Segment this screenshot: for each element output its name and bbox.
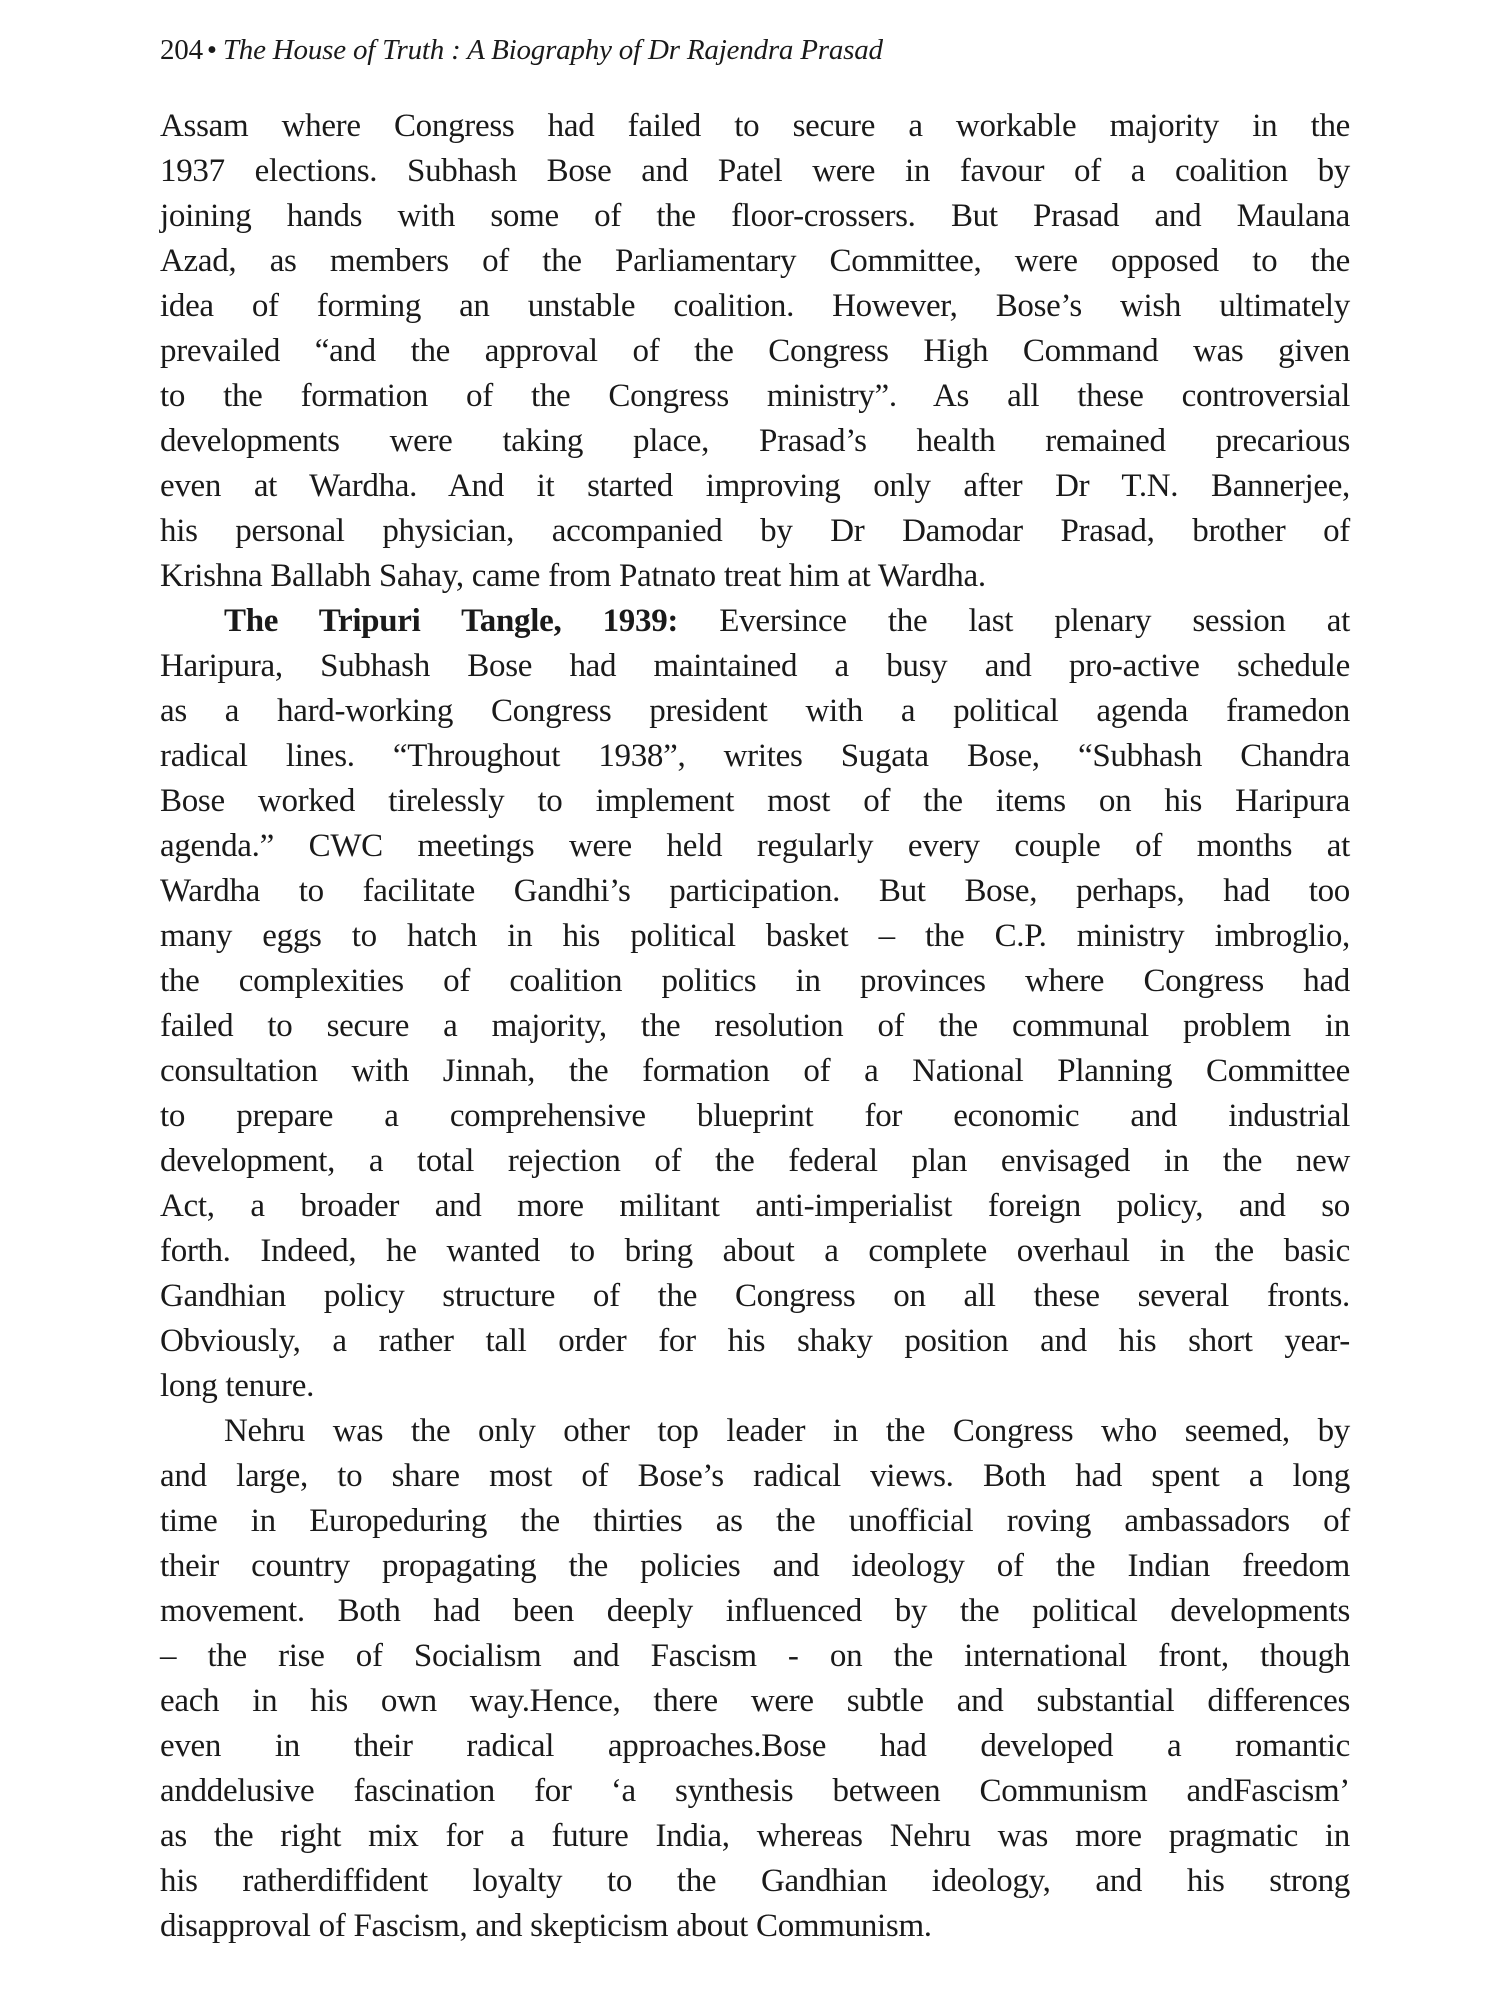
text-line-with-heading [160, 599, 1350, 644]
text-line: Nehru was the only other top leader in the Congress who seemed, by [224, 1413, 1350, 1449]
text-line: agenda.” CWC meetings were held regularly every couple of months at [160, 828, 1350, 864]
text-line: Obviously, a rather tall order for his shaky position and his short year- [160, 1323, 1350, 1359]
text-line: each in his own way.Hence, there were subtle and substantial differences [160, 1683, 1350, 1719]
text-line: radical lines. “Throughout 1938”, writes Sugata Bose, “Subhash Chandra [160, 738, 1350, 774]
text-line: Wardha to facilitate Gandhi’s participation. But Bose, perhaps, had too [160, 873, 1350, 909]
text-line: forth. Indeed, he wanted to bring about a complete overhaul in the basic [160, 1233, 1350, 1269]
text-line: time in Europeduring the thirties as the unofficial roving ambassadors of [160, 1503, 1350, 1539]
text-line: consultation with Jinnah, the formation of a National Planning Committee [160, 1053, 1350, 1089]
text-line: Bose worked tirelessly to implement most of the items on his Haripura [160, 783, 1350, 819]
paragraph-tripuri-tangle [160, 599, 1350, 1409]
text-line: the complexities of coalition politics in provinces where Congress had [160, 963, 1350, 999]
paragraph-nehru [160, 1409, 1350, 1949]
text-line: development, a total rejection of the federal plan envisaged in the new [160, 1143, 1350, 1179]
text-line: as the right mix for a future India, whereas Nehru was more pragmatic in [160, 1818, 1350, 1854]
text-line: anddelusive fascination for ‘a synthesis between Communism andFascism’ [160, 1773, 1350, 1809]
text-line: developments were taking place, Prasad’s health remained precarious [160, 423, 1350, 459]
bullet-separator: • [206, 34, 217, 66]
text-line: disapproval of Fascism, and skepticism about Communism. [160, 1908, 932, 1944]
text-line: his ratherdiffident loyalty to the Gandhian ideology, and his strong [160, 1863, 1350, 1899]
text-line: as a hard-working Congress president with a political agenda framedon [160, 693, 1350, 729]
paragraph-continuation [160, 104, 1350, 599]
text-line: movement. Both had been deeply influenced by the political developments [160, 1593, 1350, 1629]
text-line: Assam where Congress had failed to secure a workable majority in the [160, 108, 1350, 144]
text-line: – the rise of Socialism and Fascism - on the international front, though [160, 1638, 1350, 1674]
body-text [160, 104, 1350, 1949]
text-line: to the formation of the Congress ministry”. As all these controversial [160, 378, 1350, 414]
text-line: Azad, as members of the Parliamentary Committee, were opposed to the [160, 243, 1350, 279]
book-page [160, 30, 1350, 1949]
text-line: even in their radical approaches.Bose had developed a romantic [160, 1728, 1350, 1764]
text-line: Haripura, Subhash Bose had maintained a busy and pro-active schedule [160, 648, 1350, 684]
text-line: joining hands with some of the floor-crossers. But Prasad and Maulana [160, 198, 1350, 234]
text-line: prevailed “and the approval of the Congress High Command was given [160, 333, 1350, 369]
book-title: The House of Truth : A Biography of Dr Rajendra Prasad [222, 34, 883, 66]
text-line: to prepare a comprehensive blueprint for economic and industrial [160, 1098, 1350, 1134]
text-line: Act, a broader and more militant anti-imperialist foreign policy, and so [160, 1188, 1350, 1224]
text-line: even at Wardha. And it started improving only after Dr T.N. Bannerjee, [160, 468, 1350, 504]
text-line: and large, to share most of Bose’s radical views. Both had spent a long [160, 1458, 1350, 1494]
text-line: failed to secure a majority, the resolution of the communal problem in [160, 1008, 1350, 1044]
text-line-rest: Eversince the last plenary session at [678, 603, 1351, 639]
text-line: Gandhian policy structure of the Congress on all these several fronts. [160, 1278, 1350, 1314]
running-head [160, 30, 1350, 70]
text-line: idea of forming an unstable coalition. However, Bose’s wish ultimately [160, 288, 1350, 324]
text-line: their country propagating the policies and ideology of the Indian freedom [160, 1548, 1350, 1584]
text-line: long tenure. [160, 1368, 315, 1404]
text-line: many eggs to hatch in his political basket – the C.P. ministry imbroglio, [160, 918, 1350, 954]
page-number: 204 [160, 34, 203, 66]
text-line: Krishna Ballabh Sahay, came from Patnato treat him at Wardha. [160, 558, 986, 594]
section-run-in-heading: The Tripuri Tangle, 1939: [224, 603, 679, 639]
text-line: 1937 elections. Subhash Bose and Patel were in favour of a coalition by [160, 153, 1350, 189]
text-line: his personal physician, accompanied by Dr Damodar Prasad, brother of [160, 513, 1350, 549]
